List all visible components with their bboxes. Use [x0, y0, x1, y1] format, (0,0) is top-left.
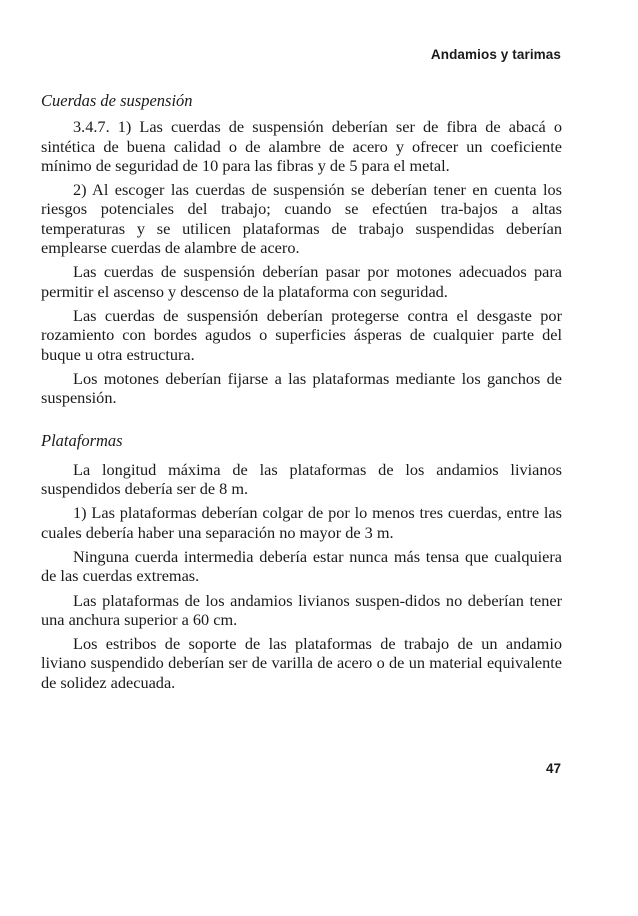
paragraph: Las plataformas de los andamios livianos suspen-didos no deberían tener una anchura superior a 60 cm. [41, 590, 562, 629]
running-header: Andamios y tarimas [430, 47, 561, 62]
section-heading-cuerdas: Cuerdas de suspensión [41, 91, 193, 110]
paragraph: Las cuerdas de suspensión deberían pasar por motones adecuados para permitir el ascenso y descenso de la plataforma con seguridad. [41, 262, 562, 301]
page-content [41, 91, 562, 697]
section-heading-plataformas: Plataformas [41, 431, 123, 451]
paragraph: Las cuerdas de suspensión deberían protegerse contra el desgaste por rozamiento con bordes agudos o superficies ásperas de cualquier parte del buque u otra estructura. [41, 305, 562, 364]
paragraph: 2) Al escoger las cuerdas de suspensión se deberían tener en cuenta los riesgos potenciales del trabajo; cuando se efectúen tra-bajos a altas temperaturas y se utilicen plataformas de trabajo suspendidas deberían emplearse cuerdas de alambre de acero. [41, 180, 562, 258]
paragraph: Ninguna cuerda intermedia debería estar nunca más tensa que cualquiera de las cuerdas extremas. [41, 546, 562, 586]
paragraph: 3.4.7. 1) Las cuerdas de suspensión deberían ser de fibra de abacá o sintética de buena calidad o de alambre de acero y ofrecer un coeficiente mínimo de seguridad de 10 para las fibras y de 5 para el metal. [41, 117, 562, 175]
paragraph: Los estribos de soporte de las plataformas de trabajo de un andamio liviano suspendido deberían ser de varilla de acero o de un material equivalente de solidez adecuada. [41, 634, 562, 692]
paragraph: Los motones deberían fijarse a las plataformas mediante los ganchos de suspensión. [41, 368, 562, 408]
paragraph: La longitud máxima de las plataformas de los andamios livianos suspendidos debería ser de 8 m. [41, 459, 562, 499]
page-number: 47 [545, 761, 561, 776]
paragraph: 1) Las plataformas deberían colgar de por lo menos tres cuerdas, entre las cuales debería haber una separación no mayor de 3 m. [41, 503, 562, 542]
